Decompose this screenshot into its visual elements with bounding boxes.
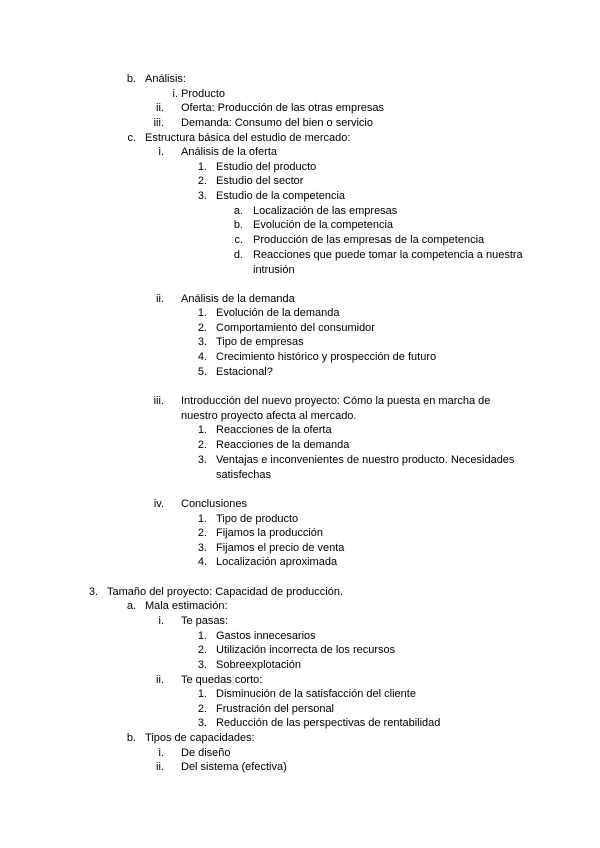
- list-marker: b.: [233, 219, 243, 231]
- list-item-text: Reducción de las perspectivas de rentabilidad: [216, 717, 441, 729]
- list-marker: 1.: [197, 424, 207, 436]
- list-marker: 2.: [197, 439, 207, 451]
- list-marker: 2.: [197, 527, 207, 539]
- list-marker: i.: [158, 146, 164, 158]
- list-item-text: Sobreexplotación: [216, 659, 302, 671]
- list-marker: i.: [158, 615, 164, 627]
- list-item-text: Tipo de producto: [216, 513, 299, 525]
- list-item-text: Estudio del producto: [216, 161, 317, 173]
- list-item-text: Tamaño del proyecto: Capacidad de producción.: [107, 586, 344, 598]
- list-marker: 1.: [197, 688, 207, 700]
- list-marker: 4.: [197, 556, 207, 568]
- list-marker: 3.: [197, 454, 207, 466]
- list-item-text: Reacciones de la demanda: [216, 439, 350, 451]
- list-item-continuation: intrusión: [253, 264, 295, 276]
- list-marker: 3.: [197, 336, 207, 348]
- list-item-text: Estructura básica del estudio de mercado:: [145, 132, 351, 144]
- list-marker: iii.: [153, 395, 164, 407]
- list-marker: 1.: [197, 161, 207, 173]
- list-item-text: Te pasas:: [181, 615, 229, 627]
- list-item-text: Disminución de la satisfacción del cliente: [216, 688, 416, 700]
- list-item-text: De diseño: [181, 747, 231, 759]
- list-marker: 4.: [197, 351, 207, 363]
- list-marker: a.: [233, 205, 243, 217]
- list-item-text: Conclusiones: [181, 498, 248, 510]
- list-item-text: Comportamiento del consumidor: [216, 322, 375, 334]
- list-marker: 5.: [197, 366, 207, 378]
- list-marker: 1.: [197, 513, 207, 525]
- list-marker: ii.: [156, 674, 164, 686]
- list-marker: a.: [126, 600, 136, 612]
- list-item-text: Utilización incorrecta de los recursos: [216, 644, 396, 656]
- list-marker: d.: [233, 249, 243, 261]
- list-marker: 1.: [197, 630, 207, 642]
- list-marker: b.: [126, 73, 136, 85]
- list-item-continuation: satisfechas: [216, 469, 272, 481]
- list-marker: 2.: [197, 644, 207, 656]
- list-item-text: Análisis de la oferta: [181, 146, 277, 158]
- list-marker: 3.: [197, 659, 207, 671]
- list-marker: 2.: [197, 322, 207, 334]
- list-item-text: Fijamos el precio de venta: [216, 542, 345, 554]
- list-item-text: Estudio del sector: [216, 175, 304, 187]
- list-item-text: Ventajas e inconvenientes de nuestro producto. Necesidades: [216, 454, 515, 466]
- list-marker: c.: [234, 234, 243, 246]
- list-item-text: Evolución de la demanda: [216, 307, 340, 319]
- list-marker: iv.: [153, 498, 164, 510]
- list-marker: 3.: [197, 190, 207, 202]
- list-marker: i.: [158, 747, 164, 759]
- list-marker: ii.: [156, 761, 164, 773]
- list-item-text: Tipos de capacidades:: [145, 732, 255, 744]
- list-item-text: Crecimiento histórico y prospección de futuro: [216, 351, 437, 363]
- list-item-text: Oferta: Producción de las otras empresas: [181, 102, 384, 114]
- list-item-continuation: nuestro proyecto afecta al mercado.: [181, 410, 357, 422]
- list-item-text: Producción de las empresas de la competencia: [253, 234, 485, 246]
- list-item-text: Análisis:: [145, 73, 186, 85]
- list-item-text: Fijamos la producción: [216, 527, 323, 539]
- list-item-text: Localización de las empresas: [253, 205, 398, 217]
- list-marker: 2.: [197, 175, 207, 187]
- list-marker: 2.: [197, 703, 207, 715]
- list-item-text: Gastos innecesarios: [216, 630, 316, 642]
- list-marker: 3.: [197, 542, 207, 554]
- list-item-text: Localización aproximada: [216, 556, 338, 568]
- list-marker: ii.: [156, 102, 164, 114]
- list-marker: i.: [172, 88, 178, 100]
- list-item-text: Estudio de la competencia: [216, 190, 346, 202]
- list-item-text: Mala estimación:: [145, 600, 228, 612]
- list-item-text: Del sistema (efectiva): [181, 761, 287, 773]
- list-marker: 3.: [88, 586, 98, 598]
- list-marker: 1.: [197, 307, 207, 319]
- list-item-text: Te quedas corto:: [181, 674, 263, 686]
- list-marker: b.: [126, 732, 136, 744]
- list-item-text: Reacciones de la oferta: [216, 424, 332, 436]
- list-item-text: Frustración del personal: [216, 703, 335, 715]
- list-item-text: Estacional?: [216, 366, 273, 378]
- list-marker: iii.: [153, 117, 164, 129]
- list-item-text: Introducción del nuevo proyecto: Cómo la puesta en marcha de: [181, 395, 491, 407]
- list-item-text: Producto: [181, 88, 226, 100]
- list-item-text: Reacciones que puede tomar la competencia a nuestra: [253, 249, 523, 261]
- list-item-text: Demanda: Consumo del bien o servicio: [181, 117, 373, 129]
- list-marker: 3.: [197, 717, 207, 729]
- list-marker: ii.: [156, 293, 164, 305]
- list-item-text: Análisis de la demanda: [181, 293, 295, 305]
- list-item-text: Evolución de la competencia: [253, 219, 394, 231]
- list-item-text: Tipo de empresas: [216, 336, 304, 348]
- list-marker: c.: [127, 132, 136, 144]
